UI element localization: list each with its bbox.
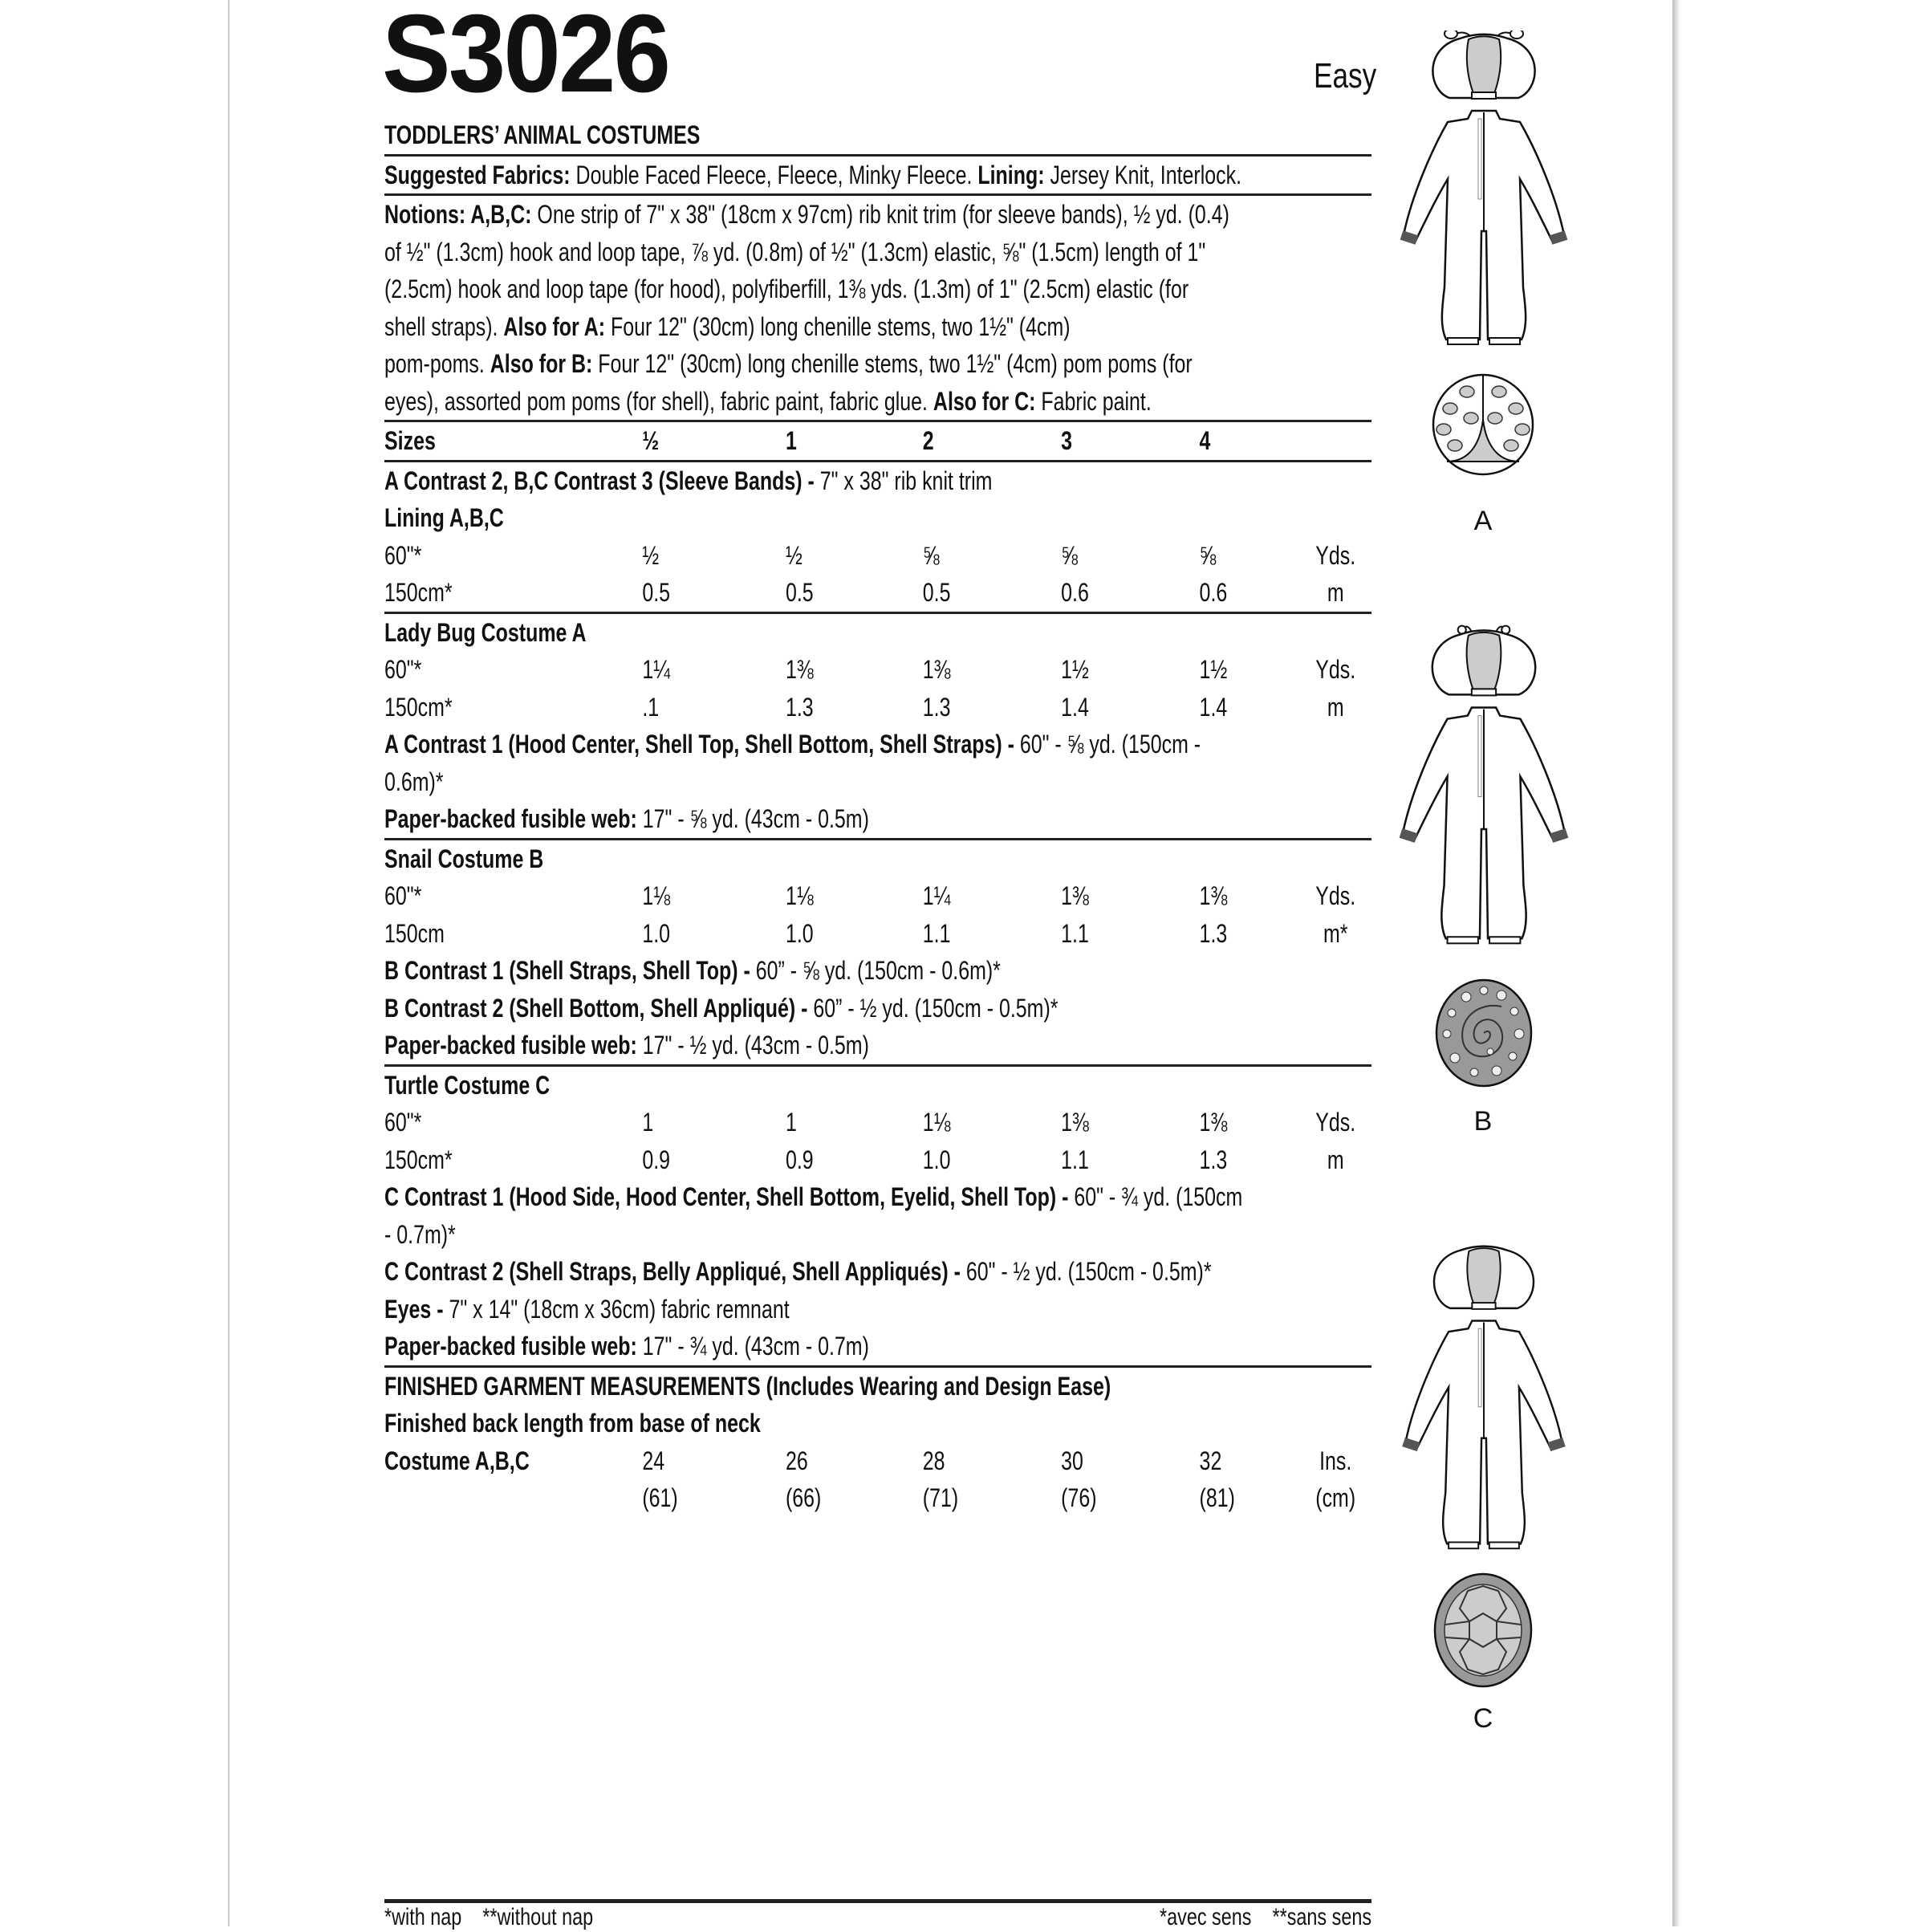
unit: Ins.	[1319, 1446, 1352, 1475]
notions-text: (2.5cm) hook and loop tape (for hood), polyfiberfill, 1⅜ yds. (1.3m) of 1" (2.5cm) elastic (for	[384, 275, 1189, 303]
notions-text: pom-poms.	[384, 349, 490, 378]
snail-shell-icon	[1434, 978, 1534, 1088]
notions-label: Notions: A,B,C:	[384, 200, 532, 229]
view-label-c: C	[1473, 1703, 1493, 1734]
cell: ⅝	[1061, 540, 1078, 570]
cell: 1.0	[642, 918, 671, 948]
cell: 1.3	[1199, 918, 1228, 948]
also-for-a-label: Also for A:	[503, 311, 606, 341]
footnote-english: *with nap **without nap	[384, 1904, 594, 1930]
row-label: 150cm*	[384, 578, 453, 607]
unit: m	[1327, 692, 1344, 722]
lining-section	[384, 499, 1371, 614]
notions-text: One strip of 7" x 38" (18cm x 97cm) rib knit trim (for sleeve bands), ½ yd. (0.4)	[531, 200, 1229, 229]
cell: 1⅜	[1199, 881, 1228, 910]
view-label-b: B	[1473, 1106, 1493, 1137]
suggested-fabrics	[384, 157, 1371, 197]
fabrics-label: Suggested Fabrics:	[384, 160, 571, 189]
cell: 1.3	[1199, 1145, 1228, 1174]
cell: 1.4	[1199, 692, 1228, 722]
table-row	[384, 1479, 1371, 1517]
cell: 1⅜	[1061, 1108, 1089, 1137]
cell: 1⅛	[785, 881, 814, 910]
table-row	[384, 651, 1371, 689]
measurements-subtitle: Finished back length from base of neck	[384, 1409, 761, 1438]
lining-label: Lining:	[977, 160, 1045, 189]
row-label: 60"*	[384, 540, 422, 570]
table-row	[384, 877, 1371, 915]
cell: 24	[642, 1446, 665, 1475]
turtle-section	[384, 1067, 1371, 1368]
fusible-text: 17" - ⅝ yd. (43cm - 0.5m)	[636, 804, 869, 833]
contrast-label: B Contrast 2 (Shell Bottom, Shell Appliqué) -	[384, 993, 808, 1023]
unit: Yds.	[1315, 655, 1356, 684]
fusible-text: 17" - ¾ yd. (43cm - 0.7m)	[636, 1332, 869, 1361]
contrast-label: B Contrast 1 (Shell Straps, Shell Top) -	[384, 956, 750, 985]
table-row	[384, 574, 1371, 612]
sleeve-bands-label: A Contrast 2, B,C Contrast 3 (Sleeve Bands) -	[384, 466, 815, 495]
size-value: 1	[785, 426, 797, 455]
notions-text: Four 12" (30cm) long chenille stems, two 1½" (4cm) pom poms (for	[592, 349, 1193, 378]
cell: 0.5	[642, 578, 671, 607]
cell: 1⅜	[1061, 881, 1089, 910]
cell: 1⅜	[1199, 1108, 1228, 1137]
table-row	[384, 689, 1371, 726]
size-value: ½	[642, 426, 660, 455]
unit: m	[1327, 578, 1344, 607]
contrast-label: C Contrast 2 (Shell Straps, Belly Appliqué, Shell Appliqués) -	[384, 1257, 961, 1286]
unit: Yds.	[1315, 1108, 1356, 1137]
cell: 30	[1061, 1446, 1083, 1475]
contrast-text: 60" - ½ yd. (150cm - 0.5m)*	[960, 1257, 1212, 1286]
view-a-illustration	[1399, 31, 1569, 478]
jumpsuit-turtle-icon	[1399, 1243, 1569, 1556]
contrast-text: 60” - ⅝ yd. (150cm - 0.6m)*	[750, 956, 1001, 985]
sleeve-bands-text: 7" x 38" rib knit trim	[814, 466, 993, 495]
notions-text: Fabric paint.	[1035, 386, 1152, 416]
cell: 28	[922, 1446, 945, 1475]
also-for-b-label: Also for B:	[490, 349, 593, 378]
row-label: Costume A,B,C	[384, 1446, 530, 1475]
cell: ½	[642, 540, 660, 570]
lining-text: Jersey Knit, Interlock.	[1044, 160, 1242, 189]
contrast-text: 60" - ⅝ yd. (150cm -	[1014, 730, 1201, 759]
row-label: 150cm*	[384, 692, 453, 722]
snail-section	[384, 840, 1371, 1067]
table-row	[384, 915, 1371, 953]
size-value: 3	[1061, 426, 1073, 455]
contrast-text: 60” - ½ yd. (150cm - 0.5m)*	[807, 993, 1058, 1023]
contrast-label: A Contrast 1 (Hood Center, Shell Top, Shell Bottom, Shell Straps) -	[384, 730, 1014, 759]
cell: 1.1	[922, 918, 951, 948]
fusible-label: Paper-backed fusible web:	[384, 1031, 637, 1060]
view-b-illustration	[1399, 622, 1569, 1088]
table-row	[384, 537, 1371, 575]
cell: 1.0	[785, 918, 814, 948]
row-label: 150cm*	[384, 1145, 453, 1174]
measurements-section	[384, 1368, 1371, 1517]
table-row	[384, 1104, 1371, 1141]
cell: 1⅜	[785, 655, 814, 684]
notions-text: eyes), assorted pom poms (for shell), fabric paint, fabric glue.	[384, 386, 933, 416]
cell: 1½	[1199, 655, 1228, 684]
cell: (76)	[1061, 1483, 1097, 1512]
cell: 0.5	[785, 578, 814, 607]
section-title: Turtle Costume C	[384, 1070, 551, 1100]
cell: ⅝	[1199, 540, 1217, 570]
contrast-text: 0.6m)*	[384, 767, 444, 796]
unit: m*	[1323, 918, 1348, 948]
table-row	[384, 1141, 1371, 1179]
view-c-illustration	[1399, 1243, 1569, 1689]
eyes-label: Eyes -	[384, 1294, 444, 1324]
cell: 1⅛	[642, 881, 671, 910]
unit: m	[1327, 1145, 1344, 1174]
cell: ½	[785, 540, 802, 570]
cell: 1.4	[1061, 692, 1089, 722]
ladybug-shell-icon	[1431, 372, 1535, 478]
row-label: 60"*	[384, 1108, 422, 1137]
row-label: 150cm	[384, 918, 445, 948]
size-value: 2	[922, 426, 934, 455]
fusible-label: Paper-backed fusible web:	[384, 1332, 637, 1361]
cell: 1.1	[1061, 1145, 1089, 1174]
measurements-note: (Includes Wearing and Design Ease)	[760, 1371, 1111, 1401]
notions-text: Four 12" (30cm) long chenille stems, two 1½" (4cm)	[605, 311, 1071, 341]
cell: 1¼	[642, 655, 671, 684]
contrast-text: 60" - ¾ yd. (150cm	[1068, 1182, 1243, 1211]
also-for-c-label: Also for C:	[933, 386, 1036, 416]
cell: 1.3	[922, 692, 951, 722]
cell: 1⅜	[922, 655, 951, 684]
cell: 0.9	[785, 1145, 814, 1174]
turtle-shell-icon	[1432, 1572, 1534, 1689]
section-title: Snail Costume B	[384, 844, 544, 873]
sizes-label: Sizes	[384, 426, 436, 455]
cell: 1.3	[785, 692, 814, 722]
cell: 32	[1199, 1446, 1222, 1475]
jumpsuit-snail-icon	[1399, 622, 1569, 955]
pattern-title: TODDLERS’ ANIMAL COSTUMES	[384, 116, 1371, 157]
notions-text: of ½" (1.3cm) hook and loop tape, ⅞ yd. (0.8m) of ½" (1.3cm) elastic, ⅝" (1.5cm) length of 1"	[384, 237, 1206, 266]
size-value: 4	[1199, 426, 1211, 455]
cell: (61)	[642, 1483, 678, 1512]
cell: (71)	[922, 1483, 959, 1512]
cell: 0.6	[1061, 578, 1089, 607]
cell: 1	[642, 1108, 654, 1137]
cell: 26	[785, 1446, 808, 1475]
cell: 1.0	[922, 1145, 951, 1174]
section-title: Lining A,B,C	[384, 503, 504, 532]
sizes-header	[384, 422, 1371, 462]
unit: (cm)	[1315, 1483, 1356, 1512]
cell: 1⅛	[922, 1108, 951, 1137]
row-label: 60"*	[384, 655, 422, 684]
cell: 0.9	[642, 1145, 671, 1174]
measurements-title: FINISHED GARMENT MEASUREMENTS	[384, 1371, 761, 1401]
fabrics-text: Double Faced Fleece, Fleece, Minky Fleece.	[570, 160, 978, 189]
cell: 0.5	[922, 578, 951, 607]
table-row	[384, 1442, 1371, 1480]
cell: (81)	[1199, 1483, 1235, 1512]
pattern-number: S3026	[382, 0, 669, 116]
footnotes	[384, 1899, 1371, 1932]
view-label-a: A	[1473, 506, 1493, 536]
cell: ⅝	[922, 540, 940, 570]
unit: Yds.	[1315, 540, 1356, 570]
contrast-text: - 0.7m)*	[384, 1219, 456, 1249]
cell: 1½	[1061, 655, 1089, 684]
pattern-envelope-back	[384, 116, 1371, 1517]
cell: 1.1	[1061, 918, 1089, 948]
ladybug-section	[384, 614, 1371, 840]
cell: 1¼	[922, 881, 951, 910]
notions-text: shell straps).	[384, 311, 504, 341]
jumpsuit-ladybug-icon	[1399, 31, 1569, 352]
cell: (66)	[785, 1483, 822, 1512]
difficulty-label: Easy	[1314, 56, 1377, 96]
cell: 1	[785, 1108, 797, 1137]
cell: .1	[642, 692, 660, 722]
notions	[384, 196, 1371, 422]
page-edge-right	[1672, 0, 1680, 1926]
row-label: 60"*	[384, 881, 422, 910]
contrast-label: C Contrast 1 (Hood Side, Hood Center, Shell Bottom, Eyelid, Shell Top) -	[384, 1182, 1069, 1211]
fusible-text: 17" - ½ yd. (43cm - 0.5m)	[636, 1031, 869, 1060]
fusible-label: Paper-backed fusible web:	[384, 804, 637, 833]
section-title: Lady Bug Costume A	[384, 617, 587, 647]
page-edge-left	[228, 0, 230, 1926]
cell: 0.6	[1199, 578, 1228, 607]
unit: Yds.	[1315, 881, 1356, 910]
eyes-text: 7" x 14" (18cm x 36cm) fabric remnant	[443, 1294, 790, 1324]
footnote-french: *avec sens **sans sens	[1160, 1904, 1372, 1930]
